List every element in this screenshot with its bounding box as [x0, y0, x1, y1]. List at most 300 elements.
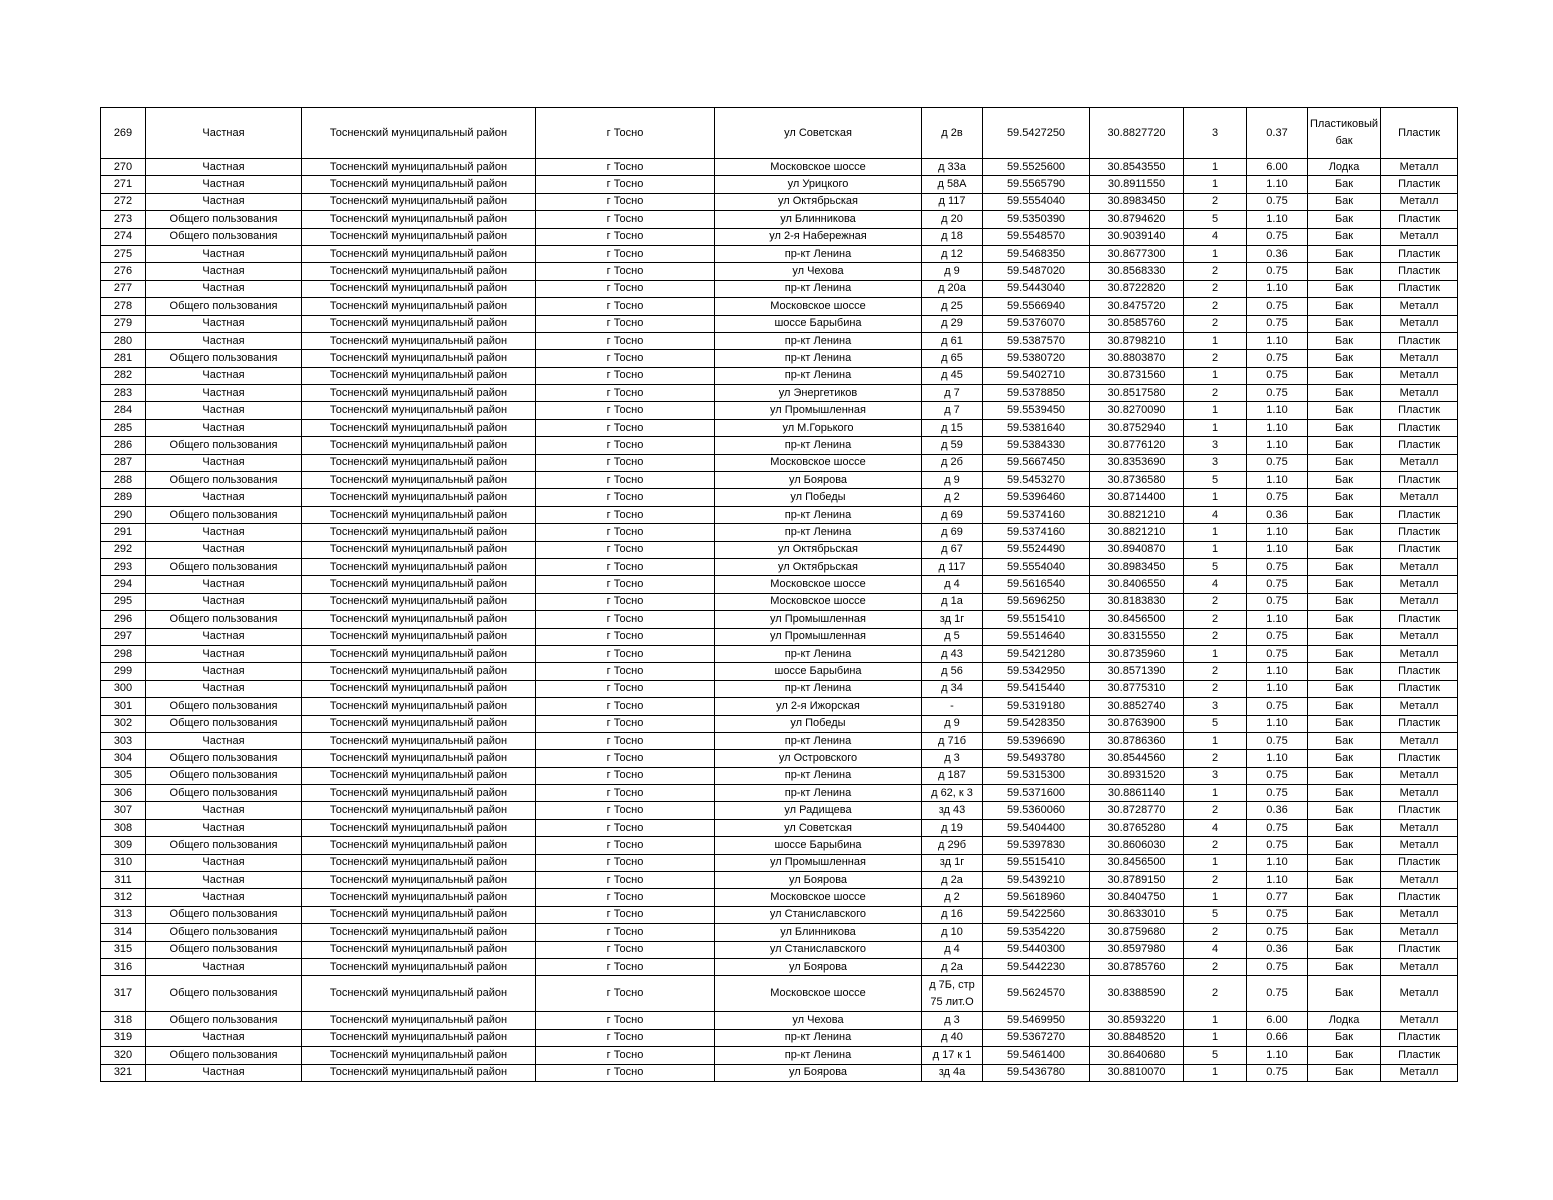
district-cell: Тосненский муниципальный район — [302, 437, 536, 454]
container-type-cell: Бак — [1308, 1064, 1381, 1081]
district-cell: Тосненский муниципальный район — [302, 1064, 536, 1081]
district-cell: Тосненский муниципальный район — [302, 680, 536, 697]
longitude-cell: 30.8544560 — [1090, 750, 1184, 767]
district-cell: Тосненский муниципальный район — [302, 889, 536, 906]
container-type-cell: Бак — [1308, 524, 1381, 541]
city-cell: г Тосно — [536, 750, 715, 767]
longitude-cell: 30.8911550 — [1090, 176, 1184, 193]
longitude-cell: 30.8517580 — [1090, 385, 1184, 402]
container-type-cell: Бак — [1308, 228, 1381, 245]
street-cell: ул Победы — [715, 489, 922, 506]
city-cell: г Тосно — [536, 663, 715, 680]
house-cell: д 2а — [922, 958, 983, 975]
house-cell: д 117 — [922, 558, 983, 575]
house-cell: д 10 — [922, 924, 983, 941]
container-volume-cell: 6.00 — [1247, 159, 1308, 176]
row-number-cell: 317 — [101, 976, 146, 1012]
material-cell: Металл — [1381, 837, 1458, 854]
street-cell: ул Чехова — [715, 1012, 922, 1029]
house-cell: д 9 — [922, 472, 983, 489]
house-cell: д 2в — [922, 108, 983, 159]
container-count-cell: 3 — [1184, 698, 1247, 715]
house-cell: д 187 — [922, 767, 983, 784]
row-number-cell: 280 — [101, 332, 146, 349]
city-cell: г Тосно — [536, 854, 715, 871]
container-type-cell: Бак — [1308, 732, 1381, 749]
table-row — [101, 576, 1458, 593]
container-count-cell: 1 — [1184, 1064, 1247, 1081]
container-type-cell: Бак — [1308, 576, 1381, 593]
latitude-cell: 59.5468350 — [983, 245, 1090, 262]
city-cell: г Тосно — [536, 715, 715, 732]
latitude-cell: 59.5415440 — [983, 680, 1090, 697]
house-cell: д 12 — [922, 245, 983, 262]
latitude-cell: 59.5624570 — [983, 976, 1090, 1012]
row-number-cell: 287 — [101, 454, 146, 471]
ownership-cell: Частная — [146, 315, 302, 332]
district-cell: Тосненский муниципальный район — [302, 280, 536, 297]
table-row — [101, 750, 1458, 767]
city-cell: г Тосно — [536, 472, 715, 489]
ownership-cell: Частная — [146, 332, 302, 349]
container-count-cell: 2 — [1184, 611, 1247, 628]
street-cell: Московское шоссе — [715, 576, 922, 593]
material-cell: Пластик — [1381, 108, 1458, 159]
container-volume-cell: 1.10 — [1247, 1047, 1308, 1064]
table-row — [101, 611, 1458, 628]
house-cell: д 61 — [922, 332, 983, 349]
ownership-cell: Общего пользования — [146, 611, 302, 628]
container-count-cell: 1 — [1184, 854, 1247, 871]
container-volume-cell: 0.75 — [1247, 732, 1308, 749]
district-cell: Тосненский муниципальный район — [302, 176, 536, 193]
street-cell: шоссе Барыбина — [715, 315, 922, 332]
street-cell: ул Промышленная — [715, 628, 922, 645]
city-cell: г Тосно — [536, 611, 715, 628]
latitude-cell: 59.5515410 — [983, 854, 1090, 871]
container-count-cell: 1 — [1184, 1012, 1247, 1029]
container-count-cell: 2 — [1184, 315, 1247, 332]
container-count-cell: 2 — [1184, 837, 1247, 854]
container-count-cell: 2 — [1184, 924, 1247, 941]
material-cell: Пластик — [1381, 245, 1458, 262]
district-cell: Тосненский муниципальный район — [302, 819, 536, 836]
latitude-cell: 59.5436780 — [983, 1064, 1090, 1081]
district-cell: Тосненский муниципальный район — [302, 454, 536, 471]
latitude-cell: 59.5696250 — [983, 593, 1090, 610]
container-count-cell: 5 — [1184, 906, 1247, 923]
material-cell: Металл — [1381, 350, 1458, 367]
city-cell: г Тосно — [536, 1064, 715, 1081]
container-volume-cell: 0.75 — [1247, 558, 1308, 575]
container-volume-cell: 0.75 — [1247, 489, 1308, 506]
house-cell: д 17 к 1 — [922, 1047, 983, 1064]
container-count-cell: 5 — [1184, 715, 1247, 732]
row-number-cell: 303 — [101, 732, 146, 749]
container-volume-cell: 0.75 — [1247, 628, 1308, 645]
row-number-cell: 294 — [101, 576, 146, 593]
district-cell: Тосненский муниципальный район — [302, 698, 536, 715]
house-cell: д 1а — [922, 593, 983, 610]
house-cell: д 7 — [922, 385, 983, 402]
house-cell: д 4 — [922, 576, 983, 593]
material-cell: Металл — [1381, 367, 1458, 384]
container-type-cell: Бак — [1308, 472, 1381, 489]
longitude-cell: 30.8735960 — [1090, 645, 1184, 662]
street-cell: ул Победы — [715, 715, 922, 732]
house-cell: д 34 — [922, 680, 983, 697]
container-type-cell: Бак — [1308, 193, 1381, 210]
ownership-cell: Общего пользования — [146, 1047, 302, 1064]
house-cell: д 65 — [922, 350, 983, 367]
city-cell: г Тосно — [536, 506, 715, 523]
district-cell: Тосненский муниципальный район — [302, 489, 536, 506]
district-cell: Тосненский муниципальный район — [302, 332, 536, 349]
container-type-cell: Бак — [1308, 715, 1381, 732]
latitude-cell: 59.5402710 — [983, 367, 1090, 384]
longitude-cell: 30.8270090 — [1090, 402, 1184, 419]
district-cell: Тосненский муниципальный район — [302, 976, 536, 1012]
row-number-cell: 316 — [101, 958, 146, 975]
container-volume-cell: 1.10 — [1247, 663, 1308, 680]
table-row — [101, 854, 1458, 871]
latitude-cell: 59.5422560 — [983, 906, 1090, 923]
latitude-cell: 59.5354220 — [983, 924, 1090, 941]
container-type-cell: Бак — [1308, 541, 1381, 558]
ownership-cell: Частная — [146, 489, 302, 506]
longitude-cell: 30.8585760 — [1090, 315, 1184, 332]
latitude-cell: 59.5381640 — [983, 419, 1090, 436]
ownership-cell: Частная — [146, 367, 302, 384]
container-type-cell: Бак — [1308, 611, 1381, 628]
container-volume-cell: 0.75 — [1247, 454, 1308, 471]
longitude-cell: 30.8848520 — [1090, 1029, 1184, 1046]
city-cell: г Тосно — [536, 402, 715, 419]
table-row — [101, 976, 1458, 1012]
longitude-cell: 30.8786360 — [1090, 732, 1184, 749]
district-cell: Тосненский муниципальный район — [302, 611, 536, 628]
street-cell: ул Промышленная — [715, 402, 922, 419]
row-number-cell: 318 — [101, 1012, 146, 1029]
latitude-cell: 59.5439210 — [983, 872, 1090, 889]
latitude-cell: 59.5350390 — [983, 211, 1090, 228]
container-count-cell: 5 — [1184, 1047, 1247, 1064]
city-cell: г Тосно — [536, 489, 715, 506]
street-cell: ул Станиславского — [715, 906, 922, 923]
table-row — [101, 350, 1458, 367]
table-row — [101, 941, 1458, 958]
container-volume-cell: 0.66 — [1247, 1029, 1308, 1046]
container-volume-cell: 0.77 — [1247, 889, 1308, 906]
longitude-cell: 30.9039140 — [1090, 228, 1184, 245]
ownership-cell: Общего пользования — [146, 472, 302, 489]
container-count-cell: 2 — [1184, 280, 1247, 297]
container-volume-cell: 1.10 — [1247, 402, 1308, 419]
table-row — [101, 193, 1458, 210]
ownership-cell: Общего пользования — [146, 437, 302, 454]
district-cell: Тосненский муниципальный район — [302, 663, 536, 680]
house-cell: зд 43 — [922, 802, 983, 819]
table-row — [101, 541, 1458, 558]
longitude-cell: 30.8736580 — [1090, 472, 1184, 489]
material-cell: Металл — [1381, 576, 1458, 593]
ownership-cell: Частная — [146, 402, 302, 419]
latitude-cell: 59.5566940 — [983, 298, 1090, 315]
house-cell: д 33а — [922, 159, 983, 176]
container-type-cell: Бак — [1308, 889, 1381, 906]
street-cell: пр-кт Ленина — [715, 506, 922, 523]
street-cell: Московское шоссе — [715, 593, 922, 610]
ownership-cell: Частная — [146, 1029, 302, 1046]
container-volume-cell: 1.10 — [1247, 680, 1308, 697]
material-cell: Металл — [1381, 732, 1458, 749]
district-cell: Тосненский муниципальный район — [302, 854, 536, 871]
district-cell: Тосненский муниципальный район — [302, 872, 536, 889]
ownership-cell: Общего пользования — [146, 1012, 302, 1029]
ownership-cell: Частная — [146, 958, 302, 975]
material-cell: Металл — [1381, 819, 1458, 836]
district-cell: Тосненский муниципальный район — [302, 419, 536, 436]
ownership-cell: Общего пользования — [146, 837, 302, 854]
container-type-cell: Бак — [1308, 1029, 1381, 1046]
ownership-cell: Общего пользования — [146, 906, 302, 923]
district-cell: Тосненский муниципальный район — [302, 211, 536, 228]
latitude-cell: 59.5396460 — [983, 489, 1090, 506]
container-count-cell: 4 — [1184, 228, 1247, 245]
row-number-cell: 299 — [101, 663, 146, 680]
street-cell: ул Боярова — [715, 958, 922, 975]
table-row — [101, 1047, 1458, 1064]
container-type-cell: Бак — [1308, 315, 1381, 332]
street-cell: Московское шоссе — [715, 159, 922, 176]
street-cell: шоссе Барыбина — [715, 837, 922, 854]
district-cell: Тосненский муниципальный район — [302, 108, 536, 159]
city-cell: г Тосно — [536, 906, 715, 923]
row-number-cell: 300 — [101, 680, 146, 697]
table-row — [101, 715, 1458, 732]
district-cell: Тосненский муниципальный район — [302, 263, 536, 280]
latitude-cell: 59.5565790 — [983, 176, 1090, 193]
district-cell: Тосненский муниципальный район — [302, 402, 536, 419]
latitude-cell: 59.5384330 — [983, 437, 1090, 454]
latitude-cell: 59.5461400 — [983, 1047, 1090, 1064]
latitude-cell: 59.5548570 — [983, 228, 1090, 245]
container-count-cell: 1 — [1184, 524, 1247, 541]
row-number-cell: 289 — [101, 489, 146, 506]
table-row — [101, 176, 1458, 193]
ownership-cell: Частная — [146, 819, 302, 836]
longitude-cell: 30.8798210 — [1090, 332, 1184, 349]
house-cell: д 16 — [922, 906, 983, 923]
district-cell: Тосненский муниципальный район — [302, 1047, 536, 1064]
latitude-cell: 59.5514640 — [983, 628, 1090, 645]
table-row — [101, 872, 1458, 889]
container-count-cell: 2 — [1184, 593, 1247, 610]
row-number-cell: 293 — [101, 558, 146, 575]
house-cell: д 2 — [922, 889, 983, 906]
house-cell: д 18 — [922, 228, 983, 245]
street-cell: ул Энергетиков — [715, 385, 922, 402]
street-cell: ул Промышленная — [715, 611, 922, 628]
container-count-cell: 2 — [1184, 872, 1247, 889]
container-volume-cell: 0.75 — [1247, 263, 1308, 280]
container-volume-cell: 0.75 — [1247, 576, 1308, 593]
street-cell: пр-кт Ленина — [715, 280, 922, 297]
row-number-cell: 278 — [101, 298, 146, 315]
container-volume-cell: 0.75 — [1247, 385, 1308, 402]
latitude-cell: 59.5554040 — [983, 193, 1090, 210]
longitude-cell: 30.8315550 — [1090, 628, 1184, 645]
row-number-cell: 275 — [101, 245, 146, 262]
house-cell: д 19 — [922, 819, 983, 836]
table-row — [101, 245, 1458, 262]
container-type-cell: Бак — [1308, 454, 1381, 471]
container-count-cell: 1 — [1184, 159, 1247, 176]
table-row — [101, 732, 1458, 749]
latitude-cell: 59.5539450 — [983, 402, 1090, 419]
city-cell: г Тосно — [536, 211, 715, 228]
house-cell: д 9 — [922, 263, 983, 280]
container-count-cell: 2 — [1184, 663, 1247, 680]
container-count-cell: 5 — [1184, 472, 1247, 489]
container-type-cell: Бак — [1308, 211, 1381, 228]
container-count-cell: 1 — [1184, 419, 1247, 436]
material-cell: Металл — [1381, 315, 1458, 332]
table-row — [101, 298, 1458, 315]
container-type-cell: Бак — [1308, 698, 1381, 715]
ownership-cell: Частная — [146, 854, 302, 871]
city-cell: г Тосно — [536, 645, 715, 662]
row-number-cell: 296 — [101, 611, 146, 628]
city-cell: г Тосно — [536, 958, 715, 975]
row-number-cell: 305 — [101, 767, 146, 784]
ownership-cell: Частная — [146, 454, 302, 471]
city-cell: г Тосно — [536, 802, 715, 819]
container-type-cell: Бак — [1308, 419, 1381, 436]
house-cell: д 71б — [922, 732, 983, 749]
material-cell: Пластик — [1381, 611, 1458, 628]
city-cell: г Тосно — [536, 1029, 715, 1046]
container-volume-cell: 0.75 — [1247, 767, 1308, 784]
container-type-cell: Бак — [1308, 872, 1381, 889]
street-cell: ул Боярова — [715, 872, 922, 889]
container-type-cell: Бак — [1308, 332, 1381, 349]
district-cell: Тосненский муниципальный район — [302, 941, 536, 958]
ownership-cell: Частная — [146, 576, 302, 593]
row-number-cell: 308 — [101, 819, 146, 836]
city-cell: г Тосно — [536, 419, 715, 436]
table-row — [101, 280, 1458, 297]
district-cell: Тосненский муниципальный район — [302, 558, 536, 575]
material-cell: Металл — [1381, 489, 1458, 506]
table-row — [101, 802, 1458, 819]
house-cell: д 56 — [922, 663, 983, 680]
house-cell: д 2 — [922, 489, 983, 506]
material-cell: Металл — [1381, 159, 1458, 176]
row-number-cell: 288 — [101, 472, 146, 489]
longitude-cell: 30.8543550 — [1090, 159, 1184, 176]
table-row — [101, 785, 1458, 802]
container-count-cell: 3 — [1184, 437, 1247, 454]
city-cell: г Тосно — [536, 385, 715, 402]
city-cell: г Тосно — [536, 280, 715, 297]
container-volume-cell: 6.00 — [1247, 1012, 1308, 1029]
district-cell: Тосненский муниципальный район — [302, 524, 536, 541]
district-cell: Тосненский муниципальный район — [302, 837, 536, 854]
table-row — [101, 367, 1458, 384]
house-cell: д 69 — [922, 524, 983, 541]
ownership-cell: Частная — [146, 541, 302, 558]
container-volume-cell: 0.75 — [1247, 645, 1308, 662]
row-number-cell: 321 — [101, 1064, 146, 1081]
container-volume-cell: 1.10 — [1247, 419, 1308, 436]
street-cell: ул Октябрьская — [715, 558, 922, 575]
street-cell: пр-кт Ленина — [715, 767, 922, 784]
material-cell: Металл — [1381, 698, 1458, 715]
latitude-cell: 59.5360060 — [983, 802, 1090, 819]
container-volume-cell: 1.10 — [1247, 611, 1308, 628]
table-row — [101, 315, 1458, 332]
container-volume-cell: 1.10 — [1247, 524, 1308, 541]
longitude-cell: 30.8353690 — [1090, 454, 1184, 471]
material-cell: Металл — [1381, 767, 1458, 784]
container-count-cell: 5 — [1184, 211, 1247, 228]
ownership-cell: Частная — [146, 176, 302, 193]
longitude-cell: 30.8763900 — [1090, 715, 1184, 732]
district-cell: Тосненский муниципальный район — [302, 506, 536, 523]
material-cell: Пластик — [1381, 280, 1458, 297]
row-number-cell: 270 — [101, 159, 146, 176]
table-row — [101, 419, 1458, 436]
city-cell: г Тосно — [536, 872, 715, 889]
house-cell: д 59 — [922, 437, 983, 454]
table-row — [101, 1064, 1458, 1081]
city-cell: г Тосно — [536, 785, 715, 802]
longitude-cell: 30.8640680 — [1090, 1047, 1184, 1064]
container-count-cell: 2 — [1184, 976, 1247, 1012]
latitude-cell: 59.5442230 — [983, 958, 1090, 975]
row-number-cell: 286 — [101, 437, 146, 454]
material-cell: Пластик — [1381, 472, 1458, 489]
material-cell: Металл — [1381, 924, 1458, 941]
house-cell: д 5 — [922, 628, 983, 645]
street-cell: пр-кт Ленина — [715, 350, 922, 367]
city-cell: г Тосно — [536, 193, 715, 210]
latitude-cell: 59.5387570 — [983, 332, 1090, 349]
latitude-cell: 59.5315300 — [983, 767, 1090, 784]
longitude-cell: 30.8821210 — [1090, 524, 1184, 541]
longitude-cell: 30.8606030 — [1090, 837, 1184, 854]
ownership-cell: Частная — [146, 680, 302, 697]
material-cell: Пластик — [1381, 332, 1458, 349]
house-cell: д 29 — [922, 315, 983, 332]
row-number-cell: 271 — [101, 176, 146, 193]
container-count-cell: 2 — [1184, 193, 1247, 210]
street-cell: Московское шоссе — [715, 454, 922, 471]
house-cell: д 67 — [922, 541, 983, 558]
house-cell: д 4 — [922, 941, 983, 958]
latitude-cell: 59.5427250 — [983, 108, 1090, 159]
container-type-cell: Бак — [1308, 280, 1381, 297]
street-cell: ул Советская — [715, 819, 922, 836]
longitude-cell: 30.8983450 — [1090, 558, 1184, 575]
district-cell: Тосненский муниципальный район — [302, 1012, 536, 1029]
material-cell: Металл — [1381, 958, 1458, 975]
longitude-cell: 30.8388590 — [1090, 976, 1184, 1012]
longitude-cell: 30.8456500 — [1090, 854, 1184, 871]
street-cell: ул Станиславского — [715, 941, 922, 958]
table-row — [101, 506, 1458, 523]
